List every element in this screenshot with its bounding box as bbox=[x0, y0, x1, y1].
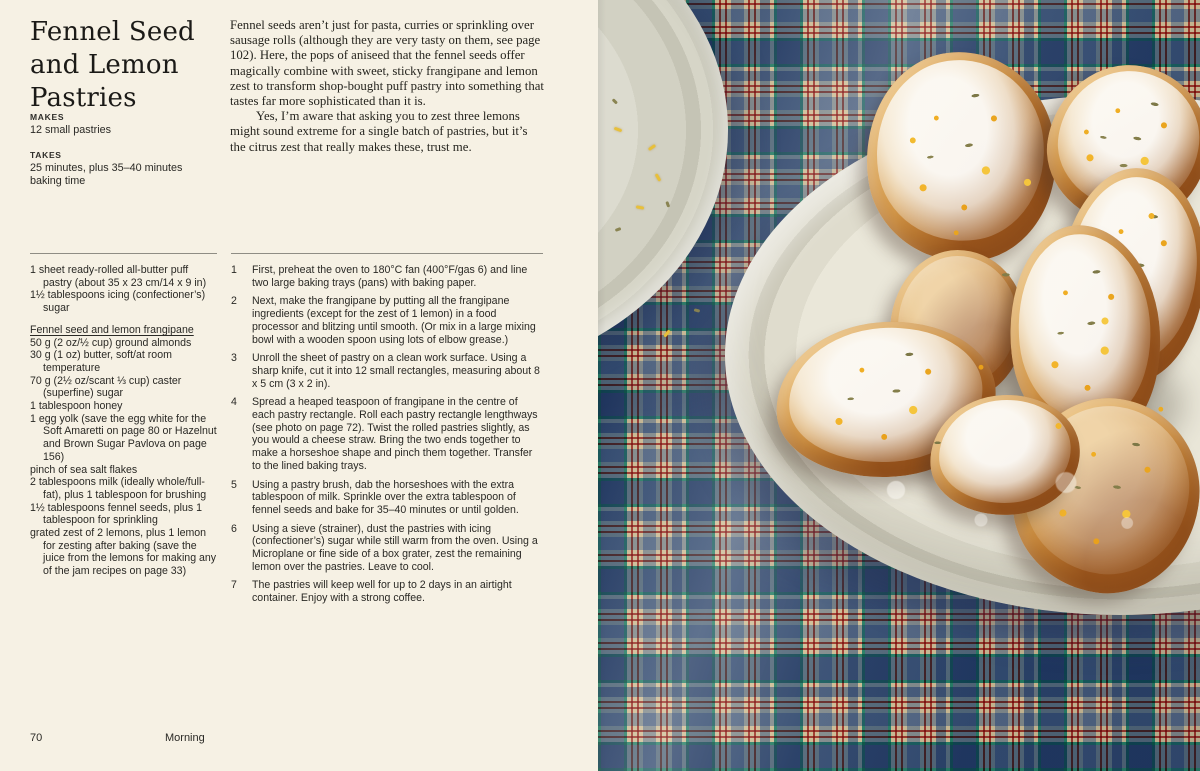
recipe-title bbox=[30, 16, 195, 115]
recipe-meta bbox=[30, 112, 198, 188]
page-gutter-shadow bbox=[598, 0, 606, 771]
recipe-title-line: Pastries bbox=[30, 83, 137, 113]
ingredient-item: pinch of sea salt flakes bbox=[30, 463, 138, 476]
recipe-title-line: and Lemon bbox=[30, 50, 179, 80]
intro-paragraph: Yes, I’m aware that asking you to zest three lemons might sound extreme for a single batch of pastries, but it’s the citrus zest that really makes these, trust me. bbox=[230, 109, 528, 154]
ingredient-item: grated zest of 2 lemons, plus 1 lemon for zesting after baking (save the juice from the lemons for making any of the jam recipes on page 33) bbox=[30, 527, 217, 578]
method-step bbox=[231, 295, 543, 346]
recipe-page bbox=[0, 0, 598, 771]
step-text: Using a pastry brush, dab the horseshoes with the extra tablespoon of milk. Sprinkle over the extra tablespoon of fennel seeds and bake for 35–40 minutes or until golden. bbox=[252, 478, 519, 516]
makes-label: MAKES bbox=[30, 112, 65, 122]
ingredient-item: 70 g (2½ oz/scant ⅓ cup) caster (superfine) sugar bbox=[30, 374, 182, 400]
step-number: 2 bbox=[231, 295, 237, 308]
section-name: Morning bbox=[165, 732, 205, 744]
step-text: Unroll the sheet of pastry on a clean work surface. Using a sharp knife, cut it into 12 small rectangles, measuring about 8 x 5 cm (3 x 2 in). bbox=[252, 352, 540, 390]
method-step bbox=[231, 479, 543, 517]
recipe-title-line: Fennel Seed bbox=[30, 17, 195, 47]
method-step bbox=[231, 396, 543, 472]
step-number: 4 bbox=[231, 396, 237, 409]
ingredient-item: 30 g (1 oz) butter, soft/at room temperature bbox=[30, 349, 172, 374]
ingredient-item: 1 tablespoon honey bbox=[30, 400, 123, 413]
method-list bbox=[231, 253, 543, 611]
ingredients-list bbox=[30, 253, 217, 578]
step-number: 6 bbox=[231, 522, 237, 535]
ingredient-item: 50 g (2 oz/½ cup) ground almonds bbox=[30, 336, 192, 349]
ingredient-item: 1½ tablespoons icing (confectioner’s) sugar bbox=[30, 289, 206, 315]
makes-value: 12 small pastries bbox=[30, 124, 112, 136]
ingredient-item: 1 sheet ready-rolled all-butter puff pastry (about 35 x 23 cm/14 x 9 in) bbox=[30, 264, 207, 289]
step-number: 1 bbox=[231, 264, 237, 276]
ingredient-item: 1 egg yolk (save the egg white for the Soft Amaretti on page 80 or Hazelnut and Brown Sugar Pavlova on page 156) bbox=[30, 412, 217, 463]
step-number: 5 bbox=[231, 478, 237, 491]
takes-value: 25 minutes, plus 35–40 minutes baking time bbox=[30, 162, 183, 187]
step-number: 3 bbox=[231, 352, 237, 365]
pastry-photo bbox=[598, 0, 1200, 771]
method-step bbox=[231, 579, 543, 604]
ingredient-item: 1½ tablespoons fennel seeds, plus 1 tablespoon for sprinkling bbox=[30, 501, 202, 527]
intro-paragraph: Fennel seeds aren’t just for pasta, curries or sprinkling over sausage rolls (although they are very tasty on them, see page 102). Here, the pops of aniseed that the fennel seeds offer magically combine with sweet, sticky frangipane and lemon zest to transform shop-bought puff pastry into something that tastes far more sophisticated than it is. bbox=[230, 18, 544, 109]
step-text: Using a sieve (strainer), dust the pastries with icing (confectioner’s) sugar while still warm from the oven. Using a Microplane or fine side of a box grater, zest the remaining lemon over the pastries. Leave to cool. bbox=[252, 522, 538, 573]
recipe-intro bbox=[230, 18, 546, 155]
step-text: First, preheat the oven to 180°C fan (400°F/gas 6) and line two large baking trays (pans) with baking paper. bbox=[252, 264, 528, 289]
step-text: Spread a heaped teaspoon of frangipane in the centre of each pastry rectangle. Roll each pastry rectangle lengthways (see photo on page 72). Twist the rolled pastries slightly, as you would a cheese straw. Bring the two ends together to make a horseshoe shape and pinch them together. Transfer to the lined baking trays. bbox=[252, 396, 538, 472]
step-text: The pastries will keep well for up to 2 days in an airtight container. Enjoy with a strong coffee. bbox=[252, 579, 512, 605]
page-number: 70 bbox=[30, 732, 43, 744]
step-number: 7 bbox=[231, 579, 237, 592]
method-step bbox=[231, 264, 543, 289]
step-text: Next, make the frangipane by putting all the frangipane ingredients (except for the zest of 1 lemon) in a food processor and blitzing until smooth. (Or mix in a large mixing bowl with a wooden spoon using lots of elbow grease.) bbox=[252, 295, 536, 346]
ingredients-subheading: Fennel seed and lemon frangipane bbox=[30, 323, 194, 336]
takes-label: TAKES bbox=[30, 150, 62, 160]
method-step bbox=[231, 352, 543, 390]
ingredient-item: 2 tablespoons milk (ideally whole/full-fat), plus 1 tablespoon for brushing bbox=[30, 476, 207, 501]
method-step bbox=[231, 523, 543, 574]
